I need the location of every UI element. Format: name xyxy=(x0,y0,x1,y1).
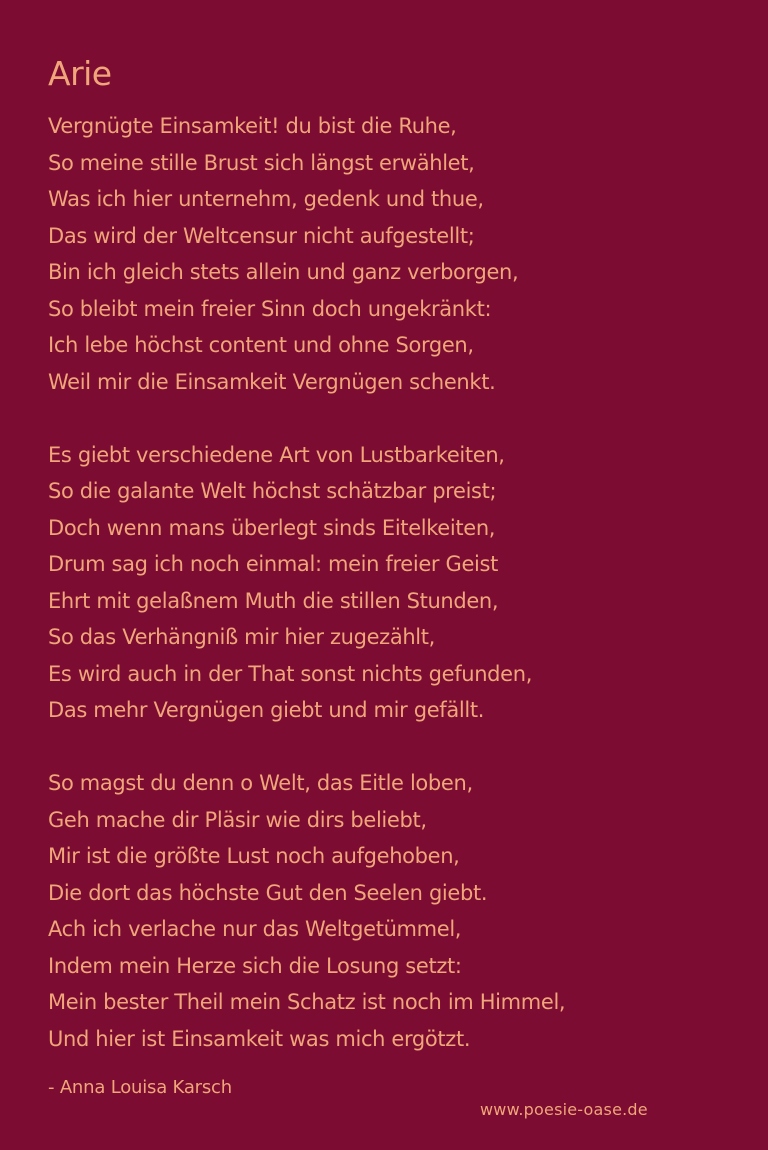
poem-line: Die dort das höchste Gut den Seelen giebt. xyxy=(48,880,488,905)
poem-line: Mir ist die größte Lust noch aufgehoben, xyxy=(48,844,460,868)
poem-title: Arie xyxy=(48,54,112,93)
poem-line: Drum sag ich noch einmal: mein freier Geist xyxy=(48,552,498,576)
poem-line: Und hier ist Einsamkeit was mich ergötzt. xyxy=(48,1026,471,1051)
poem-line: Ich lebe höchst content und ohne Sorgen, xyxy=(48,333,474,357)
poem-author: - Anna Louisa Karsch xyxy=(48,1077,232,1098)
poem-line: Ehrt mit gelaßnem Muth die stillen Stunden, xyxy=(48,588,499,613)
stanza-3 xyxy=(48,765,748,1057)
poem-body xyxy=(48,108,748,1094)
stanza-2 xyxy=(48,437,748,729)
poem-line: Mein bester Theil mein Schatz ist noch im Himmel, xyxy=(48,990,566,1014)
poem-line: Weil mir die Einsamkeit Vergnügen schenkt. xyxy=(48,369,496,394)
stanza-1 xyxy=(48,108,748,400)
poem-line: Doch wenn mans überlegt sinds Eitelkeiten, xyxy=(48,515,496,540)
poem-line: Geh mache dir Pläsir wie dirs beliebt, xyxy=(48,807,427,832)
poem-line: So bleibt mein freier Sinn doch ungekränkt: xyxy=(48,296,492,321)
poem-line: So magst du denn o Welt, das Eitle loben, xyxy=(48,771,473,795)
poem-line: Das wird der Weltcensur nicht aufgestellt; xyxy=(48,223,475,248)
poem-line: Was ich hier unternehm, gedenk und thue, xyxy=(48,187,484,211)
poem-line: Es wird auch in der That sonst nichts gefunden, xyxy=(48,661,533,686)
poem-line: So die galante Welt höchst schätzbar preist; xyxy=(48,479,497,503)
website-url: www.poesie-oase.de xyxy=(480,1100,648,1119)
poem-line: Das mehr Vergnügen giebt und mir gefällt. xyxy=(48,698,485,722)
poem-line: Es giebt verschiedene Art von Lustbarkeiten, xyxy=(48,442,505,467)
poem-line: Indem mein Herze sich die Losung setzt: xyxy=(48,953,462,978)
poem-line: Ach ich verlache nur das Weltgetümmel, xyxy=(48,917,462,941)
poem-line: Bin ich gleich stets allein und ganz verborgen, xyxy=(48,260,519,284)
poem-line: So meine stille Brust sich längst erwählet, xyxy=(48,150,475,175)
poem-line: So das Verhängniß mir hier zugezählt, xyxy=(48,625,436,649)
poem-line: Vergnügte Einsamkeit! du bist die Ruhe, xyxy=(48,114,457,138)
